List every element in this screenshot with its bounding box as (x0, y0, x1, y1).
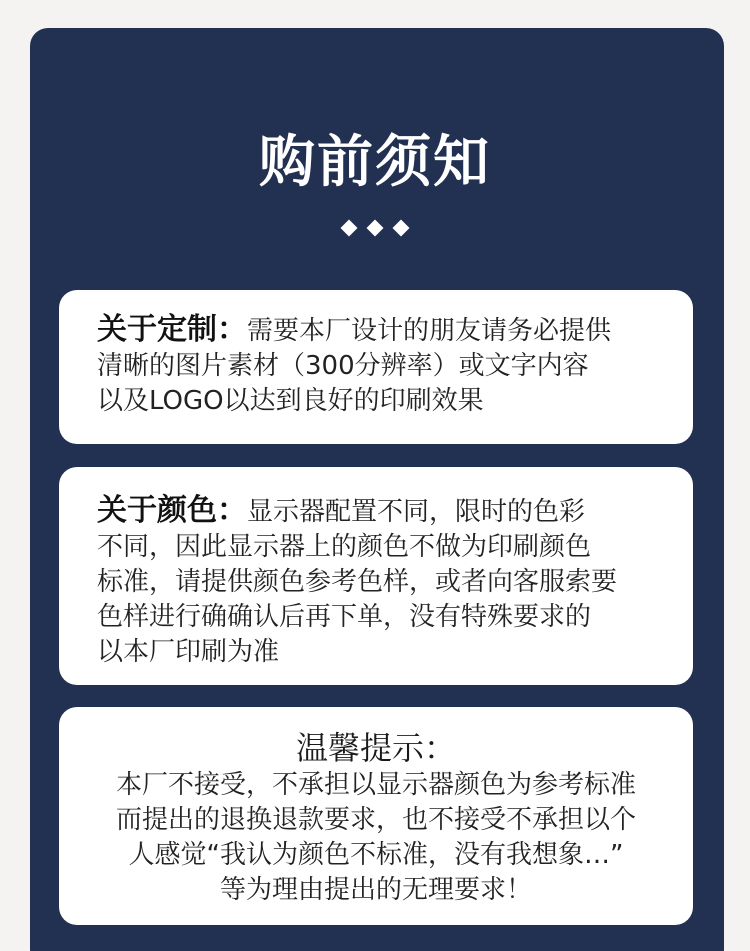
reminder-text: 人感觉“我认为颜色不标准，没有我想象…” (128, 840, 624, 870)
title-divider (0, 222, 750, 234)
reminder-label: 温馨提示： (295, 729, 456, 767)
color-text: 以本厂印刷为准 (97, 637, 280, 667)
color-card (59, 467, 693, 685)
color-text: 标准，请提供颜色参考色样，或者向客服索要 (97, 567, 618, 597)
reminder-text: 而提出的退换退款要求，也不接受不承担以个 (115, 805, 636, 835)
customization-text: 需要本厂设计的朋友请务必提供 (247, 316, 612, 346)
reminder-text: 本厂不接受，不承担以显示器颜色为参考标准 (115, 770, 636, 800)
reminder-card (59, 707, 693, 925)
color-label: 关于颜色： (97, 493, 247, 528)
color-text: 色样进行确确认后再下单，没有特殊要求的 (97, 602, 592, 632)
customization-text: 以及LOGO以达到良好的印刷效果 (97, 386, 484, 416)
color-text: 显示器配置不同，限时的色彩 (247, 497, 586, 527)
diamond-icon (367, 220, 384, 237)
diamond-icon (341, 220, 358, 237)
color-line-1 (97, 493, 663, 530)
page-title: 购前须知 (259, 130, 491, 195)
customization-line-1 (97, 312, 663, 349)
color-text: 不同，因此显示器上的颜色不做为印刷颜色 (97, 532, 592, 562)
diamond-icon (393, 220, 410, 237)
customization-text: 清晰的图片素材（300分辨率）或文字内容 (97, 351, 589, 381)
customization-card (59, 290, 693, 444)
customization-label: 关于定制： (97, 312, 247, 347)
reminder-text: 等为理由提出的无理要求！ (219, 875, 532, 905)
